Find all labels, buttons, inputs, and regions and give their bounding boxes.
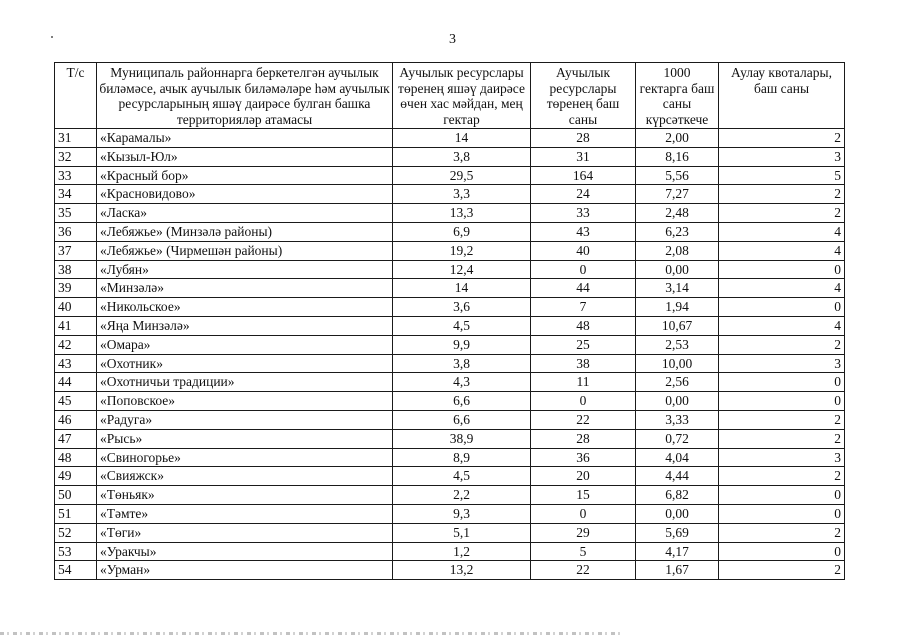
habitat-area-cell: 13,2 [393,561,531,580]
row-index-cell: 50 [55,486,97,505]
quota-cell: 0 [719,373,845,392]
row-index-cell: 43 [55,354,97,373]
row-index-cell: 34 [55,185,97,204]
habitat-area-cell: 9,9 [393,335,531,354]
territory-name-cell: «Лубян» [97,260,393,279]
row-index-cell: 54 [55,561,97,580]
table-row [55,523,845,542]
habitat-area-cell: 4,5 [393,467,531,486]
table-row [55,335,845,354]
population-cell: 11 [531,373,636,392]
density-cell: 5,69 [636,523,719,542]
header-index: Т/с [55,63,97,129]
population-cell: 5 [531,542,636,561]
territory-name-cell: «Яңа Минзәлә» [97,316,393,335]
density-cell: 7,27 [636,185,719,204]
quota-cell: 3 [719,448,845,467]
population-cell: 43 [531,222,636,241]
row-index-cell: 48 [55,448,97,467]
row-index-cell: 37 [55,241,97,260]
habitat-area-cell: 6,9 [393,222,531,241]
table-row [55,185,845,204]
population-cell: 7 [531,298,636,317]
density-cell: 3,33 [636,410,719,429]
table-row [55,392,845,411]
table-row [55,410,845,429]
quota-cell: 2 [719,429,845,448]
population-cell: 164 [531,166,636,185]
header-population: Аучылык ресурслары төренең баш саны [531,63,636,129]
population-cell: 25 [531,335,636,354]
density-cell: 2,00 [636,129,719,148]
population-cell: 24 [531,185,636,204]
population-cell: 31 [531,147,636,166]
territory-name-cell: «Рысь» [97,429,393,448]
habitat-area-cell: 4,3 [393,373,531,392]
row-index-cell: 42 [55,335,97,354]
territory-name-cell: «Поповское» [97,392,393,411]
quota-cell: 0 [719,392,845,411]
population-cell: 36 [531,448,636,467]
density-cell: 2,53 [636,335,719,354]
quota-cell: 4 [719,279,845,298]
territory-name-cell: «Лебяжье» (Чирмешән районы) [97,241,393,260]
quota-table [54,62,845,580]
density-cell: 5,56 [636,166,719,185]
table-row [55,467,845,486]
density-cell: 8,16 [636,147,719,166]
density-cell: 6,23 [636,222,719,241]
table-row [55,448,845,467]
territory-name-cell: «Урман» [97,561,393,580]
territory-name-cell: «Никольское» [97,298,393,317]
density-cell: 4,17 [636,542,719,561]
density-cell: 10,00 [636,354,719,373]
habitat-area-cell: 3,6 [393,298,531,317]
quota-cell: 3 [719,354,845,373]
table-row [55,429,845,448]
density-cell: 10,67 [636,316,719,335]
quota-cell: 4 [719,222,845,241]
quota-cell: 0 [719,542,845,561]
population-cell: 28 [531,429,636,448]
quota-cell: 2 [719,204,845,223]
territory-name-cell: «Радуга» [97,410,393,429]
territory-name-cell: «Свиногорье» [97,448,393,467]
row-index-cell: 49 [55,467,97,486]
density-cell: 6,82 [636,486,719,505]
territory-name-cell: «Кызыл-Юл» [97,147,393,166]
territory-name-cell: «Минзәлә» [97,279,393,298]
density-cell: 4,04 [636,448,719,467]
territory-name-cell: «Төги» [97,523,393,542]
territory-name-cell: «Охотник» [97,354,393,373]
table-header-row [55,63,845,129]
territory-name-cell: «Тәмте» [97,504,393,523]
population-cell: 44 [531,279,636,298]
territory-name-cell: «Омара» [97,335,393,354]
quota-cell: 0 [719,486,845,505]
territory-name-cell: «Уракчы» [97,542,393,561]
territory-name-cell: «Красный бор» [97,166,393,185]
row-index-cell: 35 [55,204,97,223]
quota-cell: 2 [719,410,845,429]
habitat-area-cell: 2,2 [393,486,531,505]
table-row [55,222,845,241]
row-index-cell: 45 [55,392,97,411]
density-cell: 0,00 [636,260,719,279]
table-row [55,147,845,166]
row-index-cell: 32 [55,147,97,166]
table-row [55,354,845,373]
territory-name-cell: «Карамалы» [97,129,393,148]
population-cell: 38 [531,354,636,373]
quota-cell: 2 [719,561,845,580]
table-row [55,316,845,335]
density-cell: 1,94 [636,298,719,317]
habitat-area-cell: 1,2 [393,542,531,561]
header-territory-name: Муниципаль районнарга беркетелгән аучылык биләмәсе, ачык аучылык биләмәләре һәм аучылык ресурсларының яшәү даирәсе булган башка территорияләр атамасы [97,63,393,129]
territory-name-cell: «Лебяжье» (Минзәлә районы) [97,222,393,241]
quota-cell: 5 [719,166,845,185]
quota-cell: 2 [719,467,845,486]
population-cell: 0 [531,260,636,279]
population-cell: 22 [531,410,636,429]
territory-name-cell: «Ласка» [97,204,393,223]
table-body [55,129,845,580]
quota-cell: 4 [719,241,845,260]
population-cell: 15 [531,486,636,505]
row-index-cell: 47 [55,429,97,448]
density-cell: 3,14 [636,279,719,298]
table-row [55,561,845,580]
density-cell: 2,48 [636,204,719,223]
habitat-area-cell: 4,5 [393,316,531,335]
habitat-area-cell: 12,4 [393,260,531,279]
quota-cell: 2 [719,185,845,204]
quota-cell: 2 [719,335,845,354]
density-cell: 1,67 [636,561,719,580]
habitat-area-cell: 5,1 [393,523,531,542]
population-cell: 0 [531,504,636,523]
habitat-area-cell: 19,2 [393,241,531,260]
table-row [55,298,845,317]
row-index-cell: 36 [55,222,97,241]
row-index-cell: 41 [55,316,97,335]
page-number: 3 [449,32,456,47]
population-cell: 40 [531,241,636,260]
table-row [55,166,845,185]
row-index-cell: 51 [55,504,97,523]
density-cell: 2,56 [636,373,719,392]
row-index-cell: 40 [55,298,97,317]
density-cell: 0,00 [636,504,719,523]
quota-cell: 0 [719,504,845,523]
population-cell: 48 [531,316,636,335]
scan-artifact-line [0,632,620,635]
territory-name-cell: «Охотничьи традиции» [97,373,393,392]
density-cell: 0,72 [636,429,719,448]
territory-name-cell: «Төньяк» [97,486,393,505]
quota-cell: 4 [719,316,845,335]
habitat-area-cell: 8,9 [393,448,531,467]
density-cell: 2,08 [636,241,719,260]
population-cell: 20 [531,467,636,486]
habitat-area-cell: 14 [393,129,531,148]
table-row [55,260,845,279]
habitat-area-cell: 29,5 [393,166,531,185]
header-density: 1000 гектарга баш саны күрсәткече [636,63,719,129]
row-index-cell: 38 [55,260,97,279]
table-row [55,204,845,223]
row-index-cell: 52 [55,523,97,542]
table-row [55,504,845,523]
territory-name-cell: «Красновидово» [97,185,393,204]
habitat-area-cell: 3,3 [393,185,531,204]
habitat-area-cell: 3,8 [393,147,531,166]
header-habitat-area: Аучылык ресурслары төренең яшәү даирәсе өчен хас мәйдан, мең гектар [393,63,531,129]
header-quota: Аулау квоталары, баш саны [719,63,845,129]
habitat-area-cell: 13,3 [393,204,531,223]
population-cell: 33 [531,204,636,223]
habitat-area-cell: 6,6 [393,410,531,429]
habitat-area-cell: 14 [393,279,531,298]
habitat-area-cell: 9,3 [393,504,531,523]
quota-cell: 0 [719,298,845,317]
population-cell: 29 [531,523,636,542]
quota-cell: 0 [719,260,845,279]
habitat-area-cell: 3,8 [393,354,531,373]
density-cell: 0,00 [636,392,719,411]
row-index-cell: 31 [55,129,97,148]
quota-cell: 3 [719,147,845,166]
population-cell: 28 [531,129,636,148]
table-row [55,279,845,298]
habitat-area-cell: 6,6 [393,392,531,411]
density-cell: 4,44 [636,467,719,486]
table-row [55,241,845,260]
quota-cell: 2 [719,523,845,542]
quota-cell: 2 [719,129,845,148]
table-row [55,542,845,561]
row-index-cell: 44 [55,373,97,392]
row-index-cell: 53 [55,542,97,561]
population-cell: 22 [531,561,636,580]
row-index-cell: 33 [55,166,97,185]
table-row [55,373,845,392]
row-index-cell: 46 [55,410,97,429]
habitat-area-cell: 38,9 [393,429,531,448]
table-row [55,129,845,148]
row-index-cell: 39 [55,279,97,298]
population-cell: 0 [531,392,636,411]
table-row [55,486,845,505]
territory-name-cell: «Свияжск» [97,467,393,486]
